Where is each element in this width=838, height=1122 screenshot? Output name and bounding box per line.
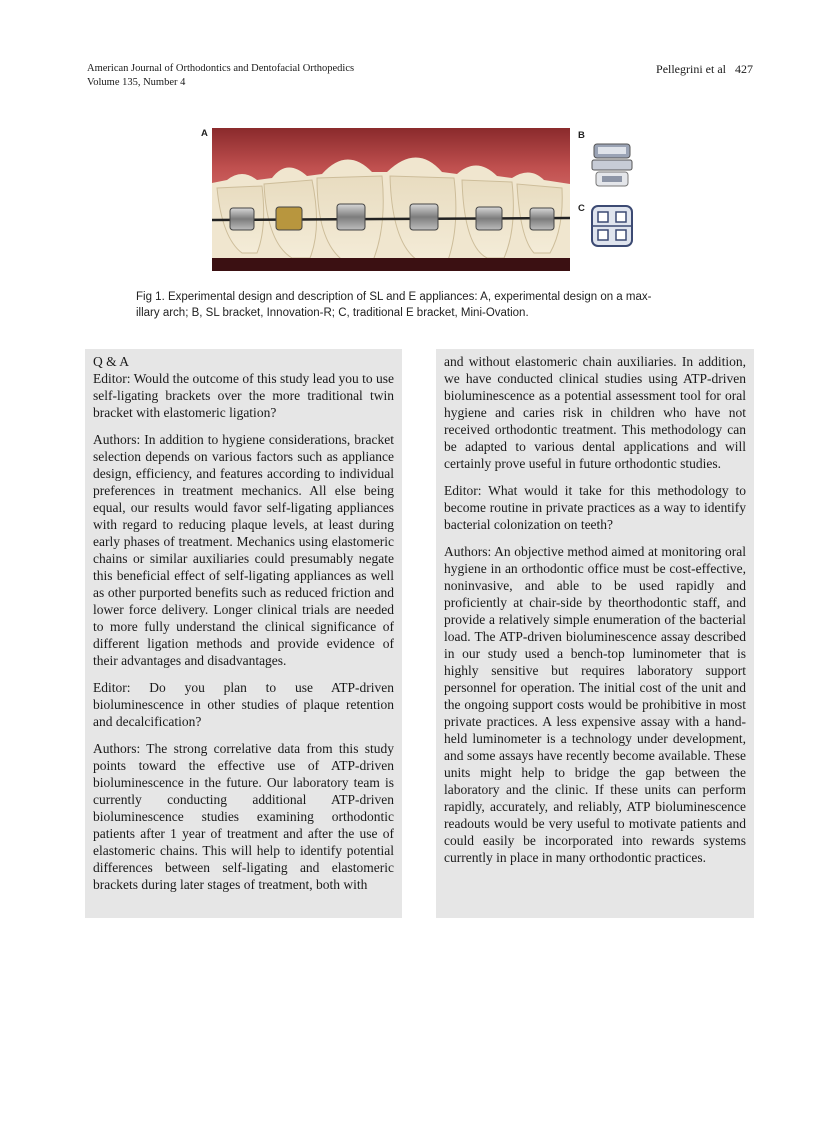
- panel-label-c: C: [578, 203, 585, 214]
- journal-title: [87, 62, 354, 90]
- panel-label-b: B: [578, 130, 585, 141]
- qa-paragraph: Editor: Do you plan to use ATP-driven bioluminescence in other studies of plaque retention and decalcification?: [93, 680, 394, 729]
- sl-bracket-image: [588, 140, 636, 190]
- caption-line: illary arch; B, SL bracket, Innovation-R; C, traditional E bracket, Mini-Ovation.: [136, 307, 529, 319]
- caption-line: Fig 1. Experimental design and description of SL and E appliances: A, experimental design on a max-: [136, 291, 652, 303]
- qa-column-left: [85, 349, 402, 918]
- sl-bracket-illustration: [588, 140, 636, 190]
- figure-caption: [136, 289, 716, 321]
- qa-paragraph: Authors: In addition to hygiene considerations, bracket selection depends on various factors such as appliance design, efficiency, and features according to individual preferences in treatment mechanics. All else being equal, our results would favor self-ligating appliances with regard to reducing plaque levels, at least during early phases of treatment. Mechanics using elastomeric chains or similar auxiliaries could presumably negate this beneficial effect of self-ligating appliances as well as other purported benefits such as reduced friction and lower force delivery. Longer clinical trials are needed to more fully understand the clinical significance of different ligation methods and provide evidence of their advantages and disadvantages.: [93, 432, 394, 668]
- qa-heading: Q & A: [93, 354, 130, 369]
- qa-paragraph: Authors: An objective method aimed at monitoring oral hygiene in an orthodontic office must be cost-effective, noninvasive, and able to be used rapidly and proficiently at chair-side by theorthodontic staff, and provide a relatively simple enumeration of the bacterial load. The ATP-driven bioluminescence assay described in our study used a bench-top luminometer that is highly sensitive but requires laboratory support personnel for operation. The initial cost of the unit and the ongoing support costs would be prohibitive in most private practices. A less expensive assay with a hand-held luminometer is a technology under development, and some assays have recently become available. These units might help to bridge the gap between the laboratory and the clinic. If these units can perform rapidly, accurately, and reliably, ATP bioluminescence readouts would be very useful to motivate patients and could easily be incorporated into rewards systems currently in place in many orthodontic practices.: [444, 544, 746, 865]
- qa-paragraph: Editor: Would the outcome of this study lead you to use self-ligating brackets over the more traditional twin bracket with elastomeric ligation?: [93, 371, 394, 420]
- panel-label-a: A: [201, 128, 208, 139]
- e-bracket-image: [588, 202, 636, 250]
- qa-paragraph: and without elastomeric chain auxiliaries. In addition, we have conducted clinical studies using ATP-driven bioluminescence as a potential assessment tool for oral hygiene and caries risk in children who have not received orthodontic treatment. This methodology can be adapted to various dental applications and will certainly prove useful in future orthodontic studies.: [444, 354, 746, 471]
- running-head: Pellegrini et al 427: [656, 62, 753, 76]
- journal-name: American Journal of Orthodontics and Dentofacial Orthopedics: [87, 63, 355, 74]
- qa-paragraph: Editor: What would it take for this methodology to become routine in private practices as a way to identify bacterial colonization on teeth?: [444, 483, 746, 532]
- journal-volume: Volume 135, Number 4: [87, 77, 186, 88]
- maxillary-arch-illustration: [212, 128, 570, 271]
- qa-column-right: [436, 349, 754, 918]
- e-bracket-illustration: [588, 202, 636, 250]
- maxillary-arch-photo: [212, 128, 570, 271]
- qa-paragraph: Authors: The strong correlative data from this study points toward the effective use of ATP-driven bioluminescence in the future. Our laboratory team is currently conducting additional ATP-driven bioluminescence studies examining orthodontic patients after 1 year of treatment and after the use of elastomeric chains. This will help to identify potential differences between self-ligating and elastomeric brackets during later stages of treatment, both with: [93, 741, 394, 892]
